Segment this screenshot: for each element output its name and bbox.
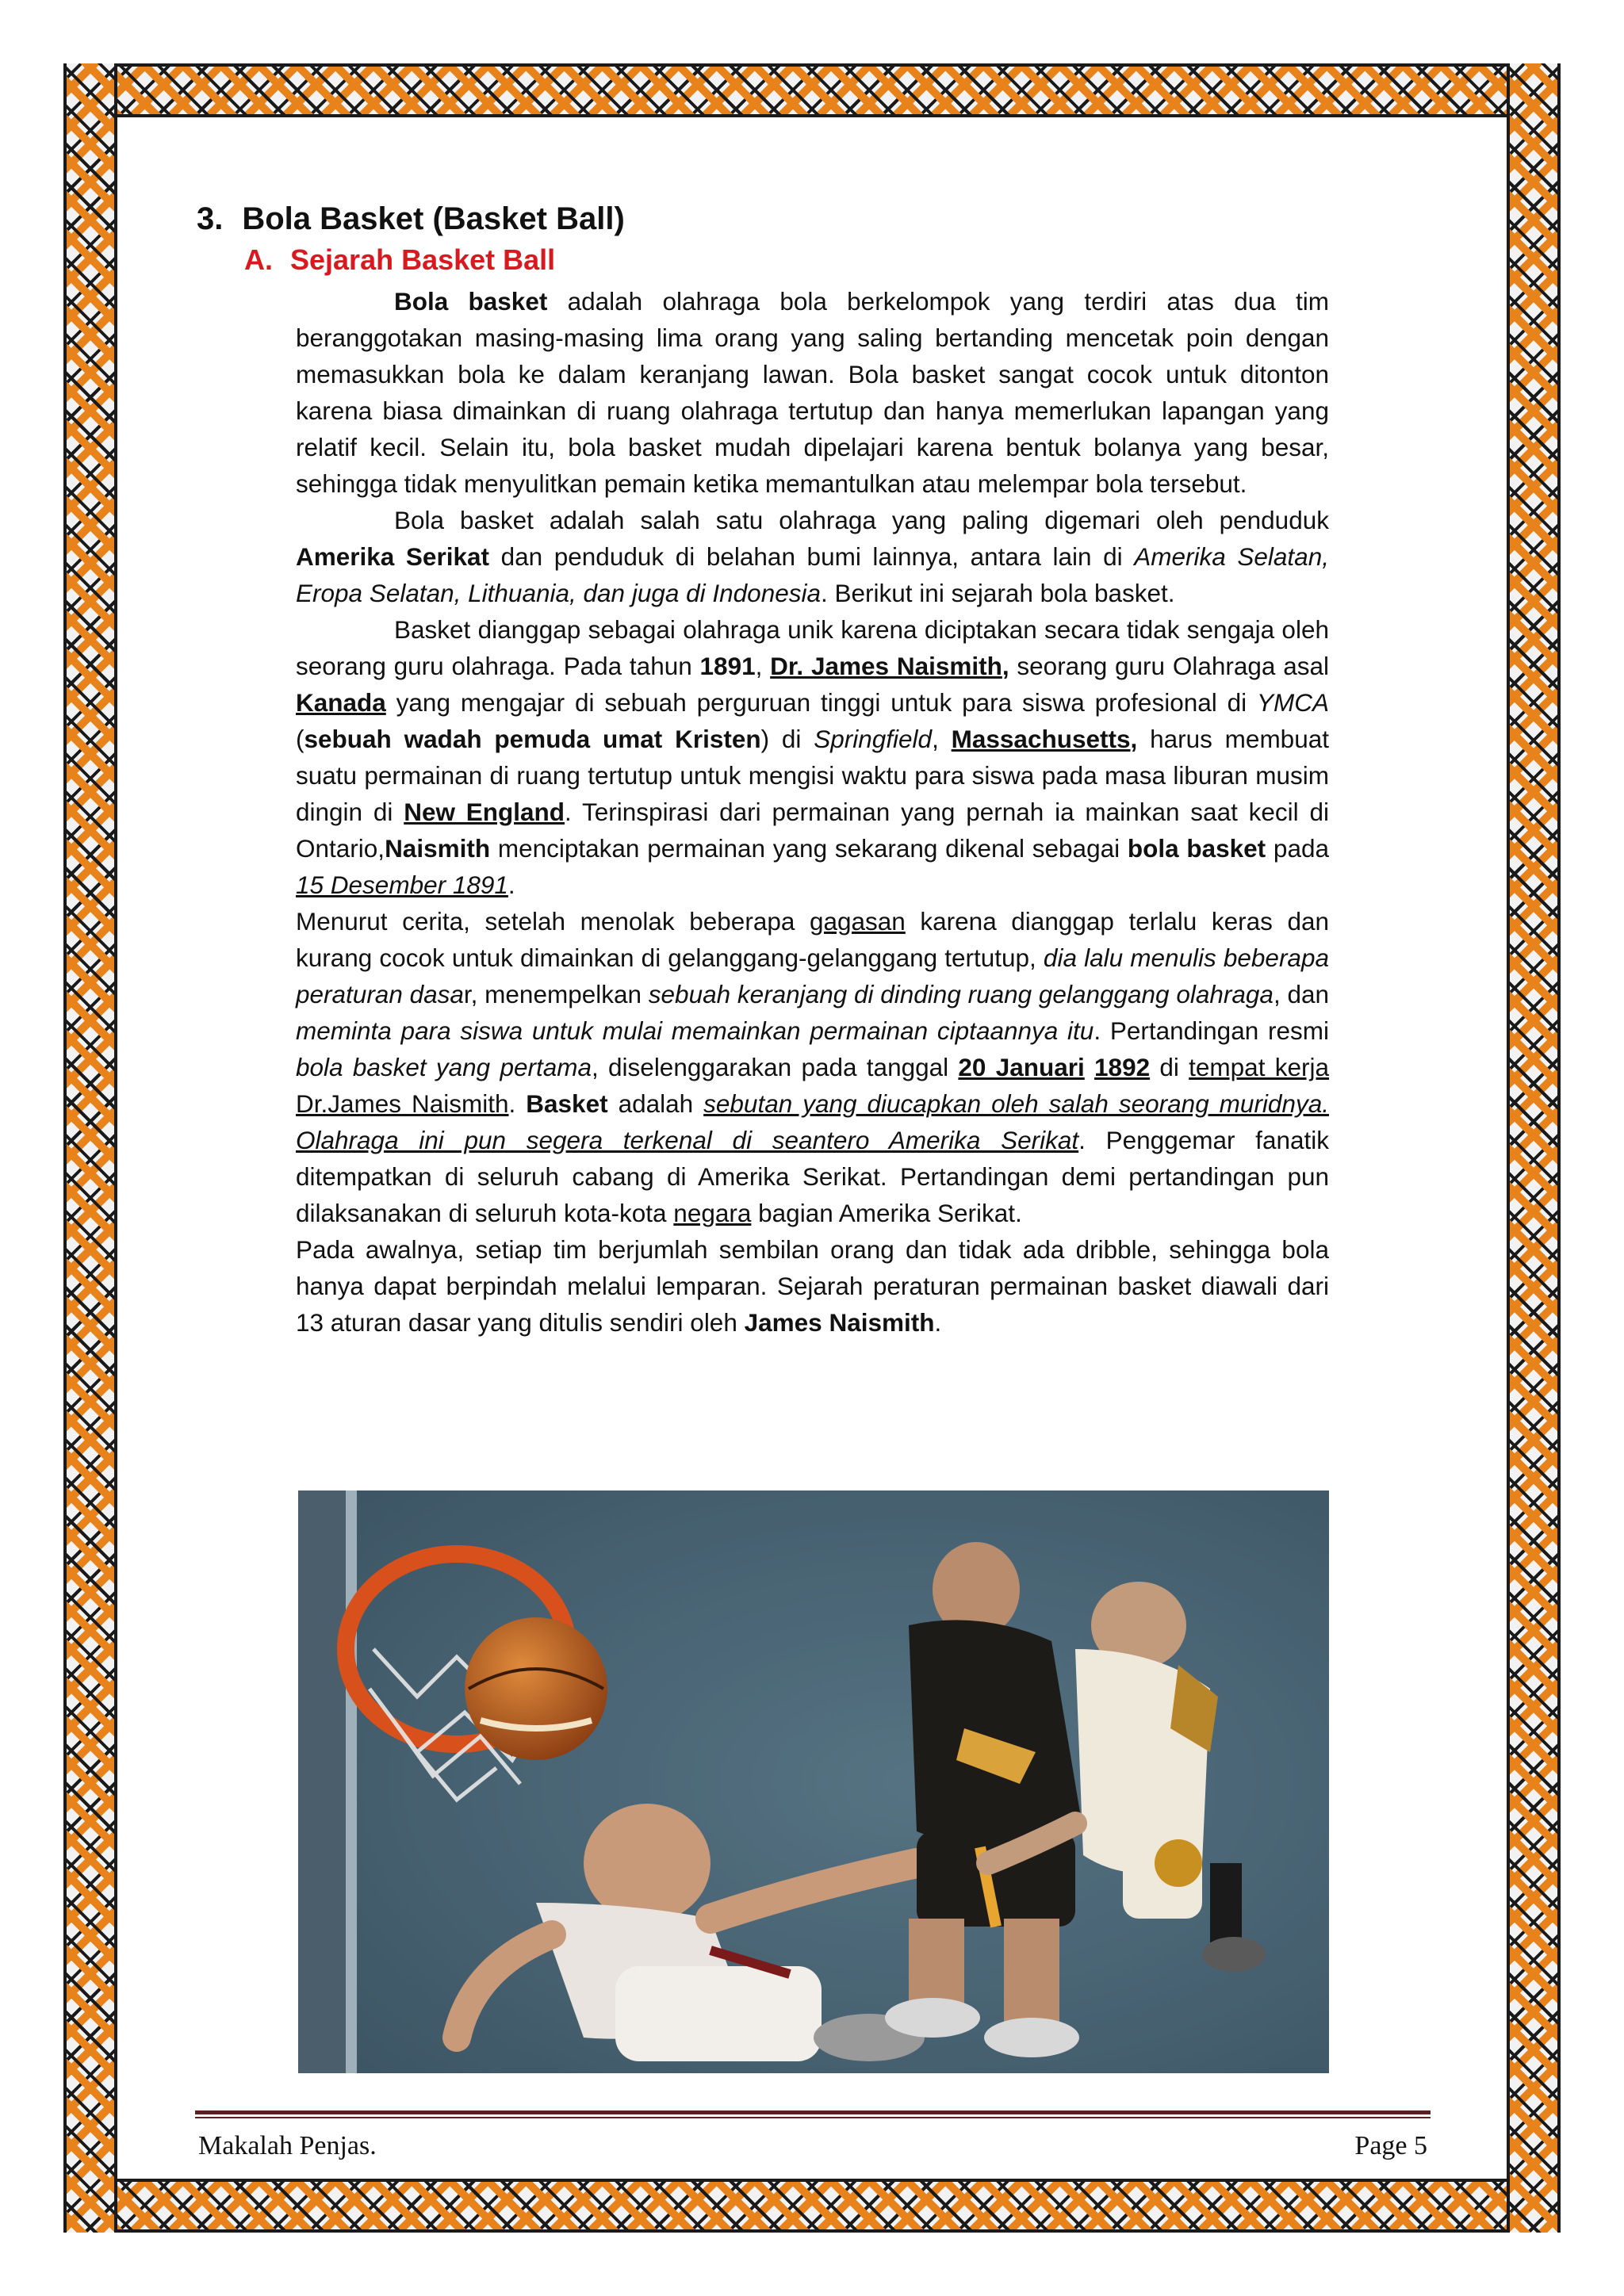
- basketball-photo: [298, 1490, 1329, 2073]
- text-run: Springfield: [814, 725, 933, 753]
- text-run: pada: [1266, 834, 1329, 863]
- text-run: Basket dianggap sebagai olahraga unik karena diciptakan secara tidak sengaja oleh seorang guru olahraga. Pada tahun: [296, 615, 1329, 680]
- paragraph: [296, 502, 1329, 611]
- text-run: . Berikut ini sejarah bola basket.: [821, 579, 1175, 607]
- decorative-border-left: [63, 63, 117, 2233]
- section-title: Bola Basket (Basket Ball): [242, 201, 625, 236]
- text-run: James Naismith: [744, 1308, 935, 1337]
- footer-rule: [195, 2110, 1431, 2114]
- text-run: bola basket yang pertama: [296, 1053, 592, 1081]
- text-run: Dr. James Naismith: [770, 652, 1002, 680]
- text-run: karena dianggap terlalu keras dan kurang cocok untuk dimainkan di gelanggang-gelanggang tertutup,: [296, 907, 1329, 972]
- text-run: Naismith: [385, 834, 491, 863]
- text-run: Amerika Serikat: [296, 542, 489, 571]
- text-run: .: [934, 1308, 942, 1337]
- text-run: ,: [755, 652, 771, 680]
- text-run: 1891: [699, 652, 756, 680]
- paragraph: [296, 611, 1329, 903]
- text-run: adalah: [607, 1089, 704, 1118]
- text-run: ,: [932, 725, 952, 753]
- text-run: . Pertandingan resmi: [1094, 1016, 1329, 1045]
- text-run: dan penduduk di belahan bumi lainnya, antara lain di: [489, 542, 1135, 571]
- text-run: . Terinspirasi dari permainan yang pernah ia mainkan saat kecil di Ontario,: [296, 798, 1329, 863]
- text-run: .: [508, 871, 515, 899]
- page-number: Page 5: [1354, 2131, 1427, 2160]
- text-run: Kanada: [296, 688, 386, 717]
- text-run: bagian Amerika Serikat.: [751, 1199, 1022, 1227]
- text-run: New England: [404, 798, 565, 826]
- section-heading: [197, 201, 1329, 237]
- text-run: seorang guru Olahraga asal: [1009, 652, 1329, 680]
- text-run: Menurut cerita, setelah menolak beberapa: [296, 907, 810, 936]
- text-run: r, menempelkan: [463, 980, 649, 1008]
- text-run: di: [1150, 1053, 1189, 1081]
- text-run: ) di: [760, 725, 814, 753]
- decorative-border-right: [1507, 63, 1561, 2233]
- text-run: (: [296, 725, 304, 753]
- text-run: yang mengajar di sebuah perguruan tinggi untuk para siswa profesional di: [385, 688, 1257, 717]
- footer-title: Makalah Penjas.: [198, 2131, 377, 2160]
- text-run: Bola basket: [394, 287, 548, 316]
- subsection-heading: [244, 243, 1329, 277]
- text-run: negara: [673, 1199, 752, 1227]
- text-run: tempat kerja Dr.James Naismith: [296, 1053, 1329, 1118]
- text-run: .: [508, 1089, 527, 1118]
- text-run: Massachusetts: [951, 725, 1131, 753]
- text-run: adalah olahraga bola berkelompok yang terdiri atas dua tim beranggotakan masing-masing lima orang yang saling bertanding mencetak poin dengan memasukkan bola ke dalam keranjang lawan. Bola basket sangat cocok untuk ditonton karena biasa dimainkan di ruang olahraga tertutup dan hanya memerlukan lapangan yang relatif kecil. Selain itu, bola basket mudah dipelajari karena bentuk bolanya yang besar, sehingga tidak menyulitkan pemain ketika memantulkan atau melempar bola tersebut.: [296, 287, 1329, 498]
- text-run: meminta para siswa untuk mulai memainkan permainan ciptaannya itu: [296, 1016, 1094, 1045]
- text-run: , diselenggarakan pada tanggal: [592, 1053, 959, 1081]
- text-run: YMCA: [1256, 688, 1329, 717]
- text-run: harus membuat suatu permainan di ruang tertutup untuk mengisi waktu para siswa pada masa liburan musim dingin di: [296, 725, 1329, 826]
- paragraph: [296, 283, 1329, 502]
- text-run: . Penggemar fanatik ditempatkan di seluruh cabang di Amerika Serikat. Pertandingan demi pertandingan pun dilaksanakan di seluruh kota-kota: [296, 1126, 1329, 1227]
- footer-rule-thin: [195, 2117, 1431, 2118]
- text-run: Pada awalnya, setiap tim berjumlah sembilan orang dan tidak ada dribble, sehingga bola hanya dapat berpindah melalui lemparan. Sejarah peraturan permainan basket diawali dari 13 aturan dasar yang ditulis sendiri oleh: [296, 1235, 1329, 1337]
- paragraph: [296, 903, 1329, 1231]
- text-run: ,: [1130, 725, 1138, 753]
- page-content: [197, 201, 1329, 1341]
- text-run: Bola basket adalah salah satu olahraga yang paling digemari oleh penduduk: [394, 506, 1329, 534]
- subsection-title: Sejarah Basket Ball: [290, 243, 556, 276]
- text-run: bola basket: [1127, 834, 1266, 863]
- decorative-border-top: [63, 63, 1561, 117]
- decorative-border-bottom: [63, 2179, 1561, 2233]
- text-run: 15 Desember 1891: [296, 871, 508, 899]
- text-run: sebuah wadah pemuda umat Kristen: [304, 725, 761, 753]
- text-run: [1085, 1053, 1094, 1081]
- text-run: sebuah keranjang di dinding ruang gelanggang olahraga: [648, 980, 1274, 1008]
- text-run: menciptakan permainan yang sekarang dikenal sebagai: [490, 834, 1128, 863]
- text-run: Amerika Selatan, Eropa Selatan, Lithuania, dan juga di Indonesia: [296, 542, 1329, 607]
- text-run: 1892: [1094, 1053, 1151, 1081]
- text-run: dia lalu menulis beberapa peraturan dasa: [296, 943, 1329, 1008]
- text-run: , dan: [1273, 980, 1329, 1008]
- text-run: gagasan: [809, 907, 906, 936]
- section-number: 3.: [197, 201, 224, 236]
- paragraph: [296, 1231, 1329, 1341]
- text-run: Basket: [526, 1089, 608, 1118]
- text-run: 20 Januari: [958, 1053, 1085, 1081]
- body-text: [296, 283, 1329, 1341]
- basketball-photo-illustration: [298, 1490, 1329, 2073]
- text-run: ,: [1002, 652, 1009, 680]
- text-run: sebutan yang diucapkan oleh salah seorang muridnya. Olahraga ini pun segera terkenal di seantero Amerika Serikat: [296, 1089, 1329, 1154]
- subsection-letter: A.: [244, 243, 273, 276]
